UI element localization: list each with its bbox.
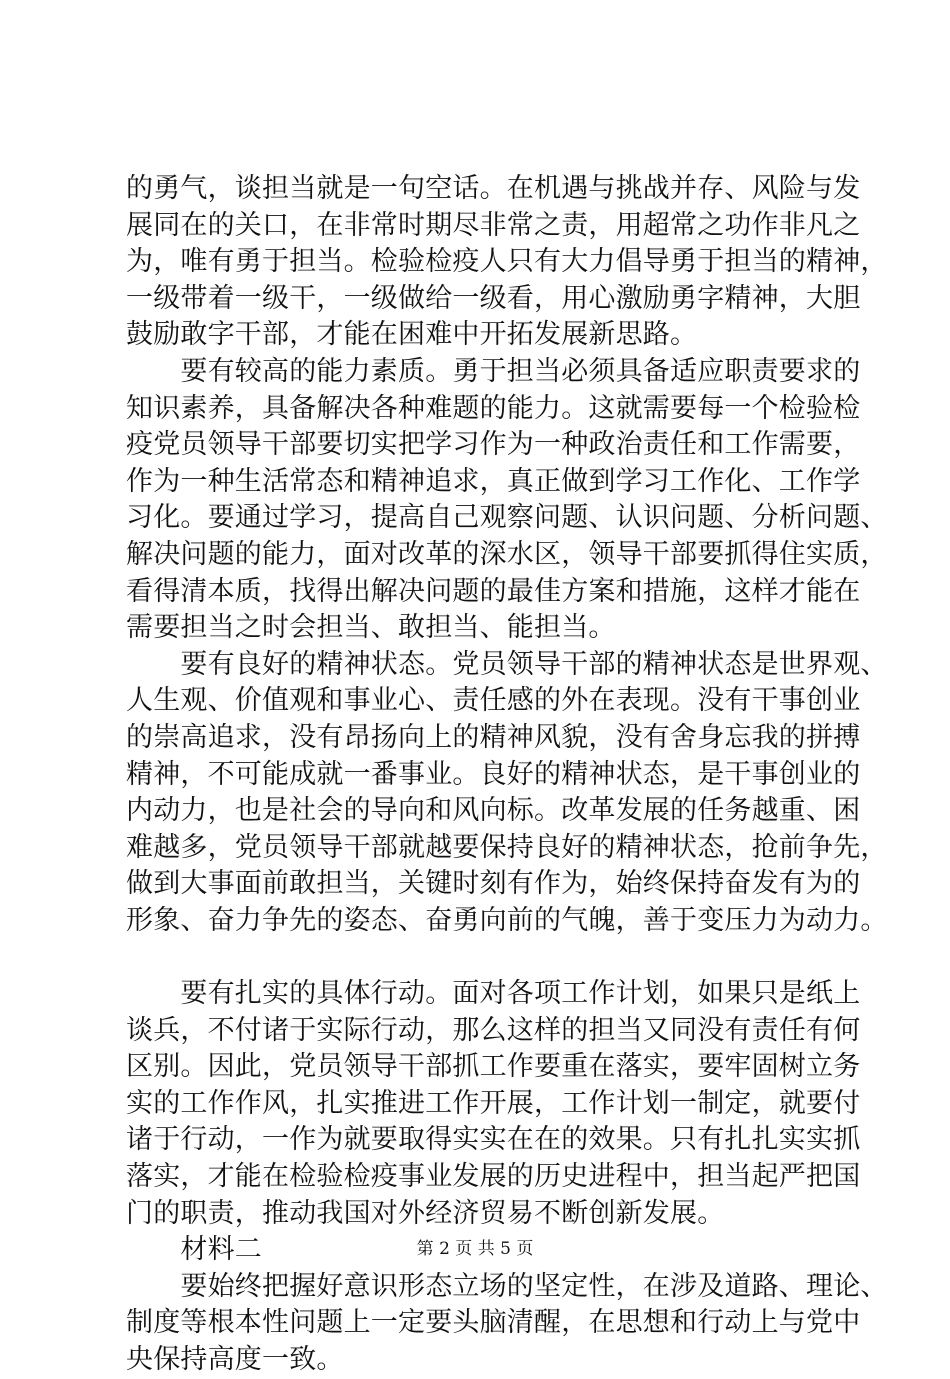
text-line: 内动力，也是社会的导向和风向标。改革发展的任务越重、困 xyxy=(126,795,861,827)
text-line: 看得清本质，找得出解决问题的最佳方案和措施，这样才能在 xyxy=(126,575,861,607)
text-line: 落实，才能在检验检疫事业发展的历史进程中，担当起严把国 xyxy=(126,1161,861,1193)
text-line: 谈兵，不付诸于实际行动，那么这样的担当又同没有责任有何 xyxy=(126,1014,861,1046)
text-line: 作为一种生活常态和精神追求，真正做到学习工作化、工作学 xyxy=(126,465,861,497)
text-line: 央保持高度一致。 xyxy=(126,1344,344,1375)
text-line: 鼓励敢字干部，才能在困难中开拓发展新思路。 xyxy=(126,319,698,351)
text-line: 做到大事面前敢担当，关键时刻有作为，始终保持奋发有为的 xyxy=(126,868,861,900)
text-line: 区别。因此，党员领导干部抓工作要重在落实，要牢固树立务 xyxy=(126,1051,861,1083)
text-line: 知识素养，具备解决各种难题的能力。这就需要每一个检验检 xyxy=(126,392,861,424)
text-line: 要有良好的精神状态。党员领导干部的精神状态是世界观、 xyxy=(126,648,888,680)
text-line: 的崇高追求，没有昂扬向上的精神风貌，没有舍身忘我的拼搏 xyxy=(126,721,861,753)
text-line: 要有扎实的具体行动。面对各项工作计划，如果只是纸上 xyxy=(126,978,861,1010)
text-line: 制度等根本性问题上一定要头脑清醒，在思想和行动上与党中 xyxy=(126,1307,861,1339)
text-line: 疫党员领导干部要切实把学习作为一种政治责任和工作需要， xyxy=(126,429,861,461)
text-line: 形象、奋力争先的姿态、奋勇向前的气魄，善于变压力为动力。 xyxy=(126,904,888,936)
text-line: 展同在的关口，在非常时期尽非常之责，用超常之功作非凡之 xyxy=(126,209,861,241)
text-line: 一级带着一级干，一级做给一级看，用心激励勇字精神，大胆 xyxy=(126,282,861,314)
text-line: 人生观、价值观和事业心、责任感的外在表现。没有干事创业 xyxy=(126,685,861,717)
text-line: 要有较高的能力素质。勇于担当必须具备适应职责要求的 xyxy=(126,355,861,387)
text-line: 实的工作作风，扎实推进工作开展，工作计划一制定，就要付 xyxy=(126,1087,861,1119)
text-line: 难越多，党员领导干部就越要保持良好的精神状态，抢前争先， xyxy=(126,831,888,863)
text-line: 要始终把握好意识形态立场的坚定性，在涉及道路、理论、 xyxy=(126,1270,888,1302)
page-number-footer: 第 2 页 共 5 页 xyxy=(416,1239,534,1259)
text-line: 为，唯有勇于担当。检验检疫人只有大力倡导勇于担当的精神， xyxy=(126,246,888,278)
text-line: 精神，不可能成就一番事业。良好的精神状态，是干事创业的 xyxy=(126,758,861,790)
blank-line xyxy=(126,939,846,976)
section-heading: 材料二 xyxy=(126,1234,262,1266)
text-line: 的勇气，谈担当就是一句空话。在机遇与挑战并存、风险与发 xyxy=(126,173,861,204)
document-body xyxy=(126,171,888,1379)
text-line: 习化。要通过学习，提高自己观察问题、认识问题、分析问题、 xyxy=(126,502,888,534)
text-line: 门的职责，推动我国对外经济贸易不断创新发展。 xyxy=(126,1197,725,1229)
text-line: 诸于行动，一作为就要取得实实在在的效果。只有扎扎实实抓 xyxy=(126,1124,861,1156)
text-line: 解决问题的能力，面对改革的深水区，领导干部要抓得住实质， xyxy=(126,538,888,570)
text-line: 需要担当之时会担当、敢担当、能担当。 xyxy=(126,612,616,644)
